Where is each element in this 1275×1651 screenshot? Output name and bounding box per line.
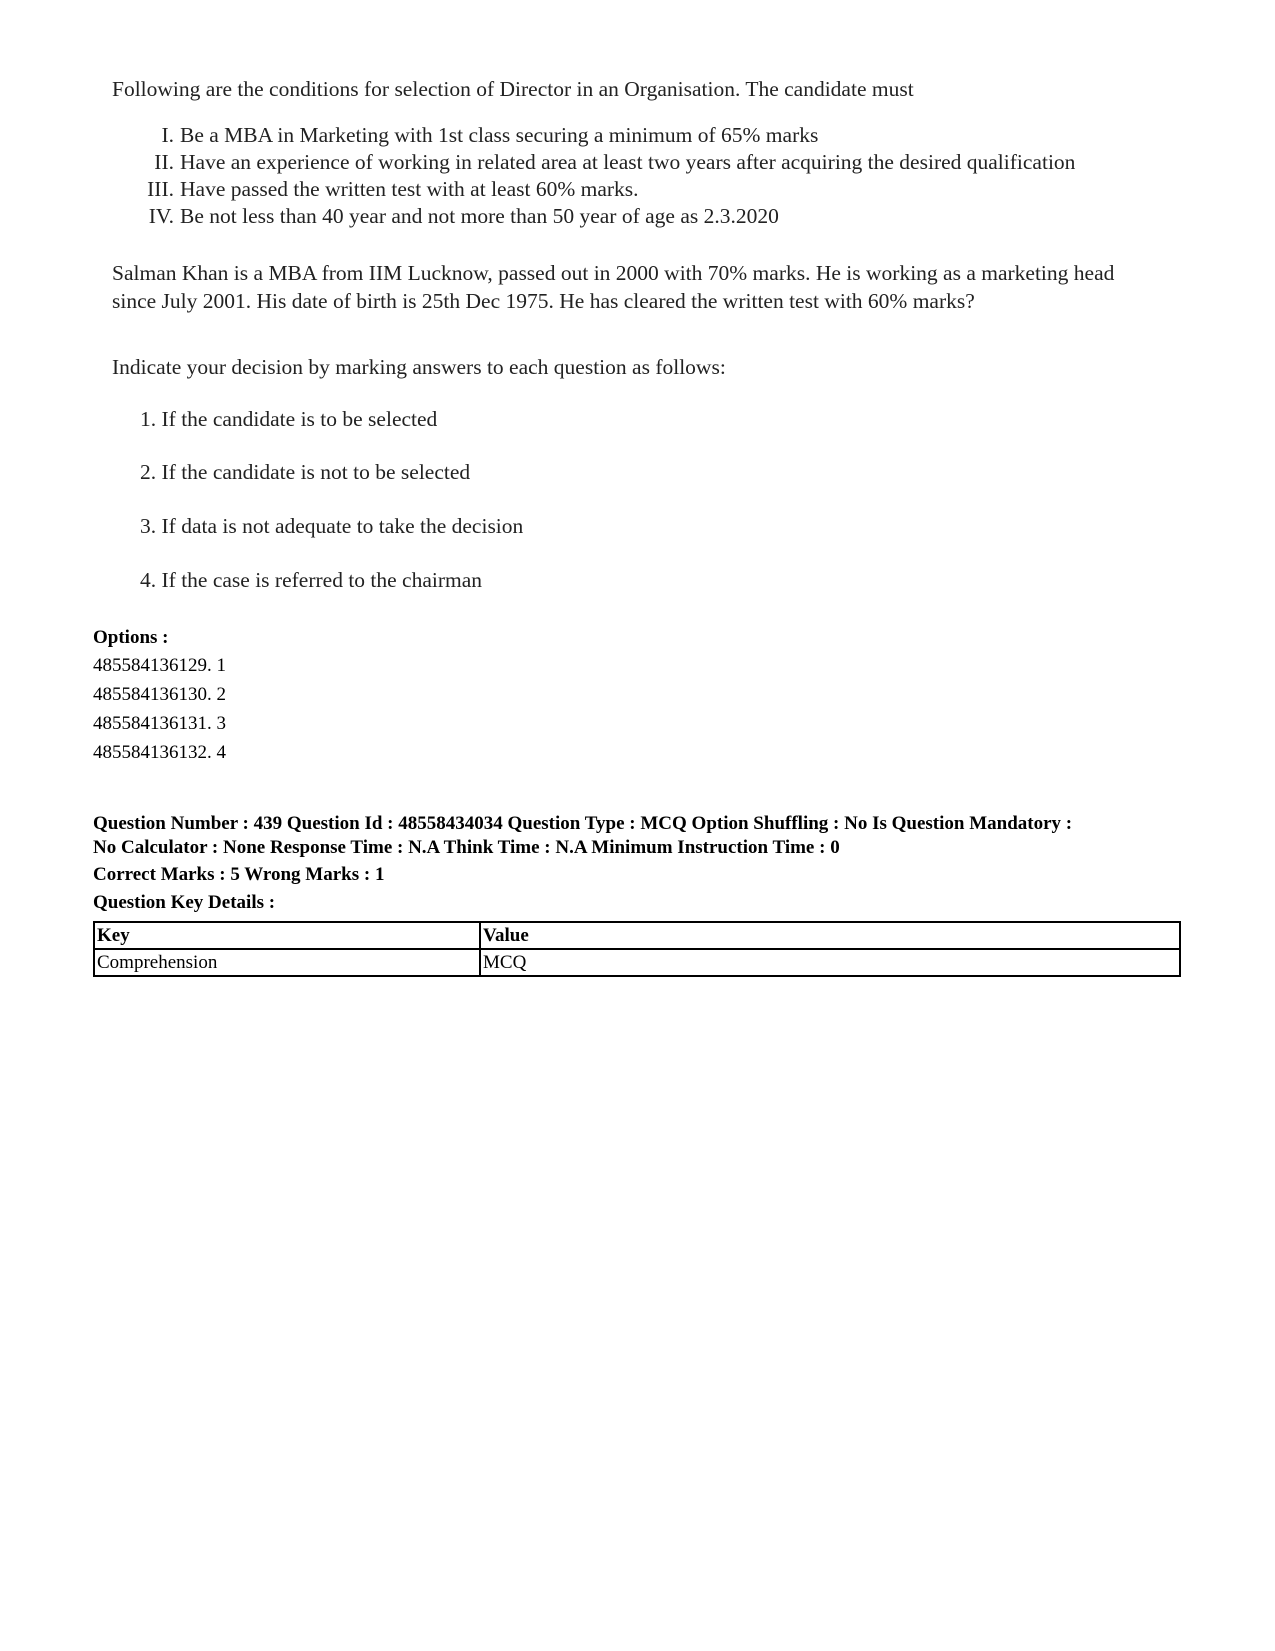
- condition-number: III.: [147, 177, 174, 201]
- option-item: 485584136130. 2: [93, 684, 226, 705]
- table-header-value: Value: [480, 922, 1180, 949]
- question-key-table: [93, 921, 1181, 977]
- key-details-heading: Question Key Details :: [93, 891, 276, 913]
- table-cell-key: Comprehension: [94, 949, 480, 976]
- table-header-row: [94, 922, 1180, 949]
- condition-number: IV.: [148, 204, 174, 228]
- decision-choice: 2. If the candidate is not to be selected: [140, 460, 471, 484]
- table-header-key: Key: [94, 922, 480, 949]
- condition-item: [122, 176, 639, 204]
- decision-choice: 3. If data is not adequate to take the decision: [140, 514, 524, 538]
- condition-number: I.: [161, 123, 174, 147]
- option-item: 485584136129. 1: [93, 655, 226, 676]
- option-item: 485584136131. 3: [93, 713, 226, 734]
- condition-text: Have an experience of working in related area at least two years after acquiring the desired qualification: [180, 150, 1076, 174]
- decision-instruction: Indicate your decision by marking answers to each question as follows:: [112, 355, 726, 379]
- condition-item: [122, 149, 1075, 177]
- condition-item: [122, 122, 818, 150]
- option-item: 485584136132. 4: [93, 742, 226, 763]
- condition-text: Be a MBA in Marketing with 1st class securing a minimum of 65% marks: [180, 123, 819, 147]
- passage-intro: Following are the conditions for selection of Director in an Organisation. The candidate must: [112, 77, 914, 101]
- table-cell-value: MCQ: [480, 949, 1180, 976]
- question-info-line: Question Number : 439 Question Id : 48558434034 Question Type : MCQ Option Shuffling : No Is Question Mandatory :: [93, 813, 1073, 834]
- table-row: [94, 949, 1180, 976]
- marks-line: Correct Marks : 5 Wrong Marks : 1: [93, 864, 385, 886]
- question-info-line: No Calculator : None Response Time : N.A Think Time : N.A Minimum Instruction Time : 0: [93, 836, 840, 858]
- condition-text: Have passed the written test with at least 60% marks.: [180, 177, 639, 201]
- options-heading: Options :: [93, 627, 169, 648]
- decision-choice: 4. If the case is referred to the chairman: [140, 568, 483, 592]
- decision-choice: 1. If the candidate is to be selected: [140, 407, 438, 431]
- question-info: [93, 812, 1193, 914]
- condition-text: Be not less than 40 year and not more than 50 year of age as 2.3.2020: [180, 204, 779, 228]
- case-description: Salman Khan is a MBA from IIM Lucknow, passed out in 2000 with 70% marks. He is working as a marketing head since July 2001. His date of birth is 25th Dec 1975. He has cleared the written test with 60% marks?: [112, 261, 1115, 313]
- condition-number: II.: [154, 150, 174, 174]
- condition-item: [122, 203, 779, 231]
